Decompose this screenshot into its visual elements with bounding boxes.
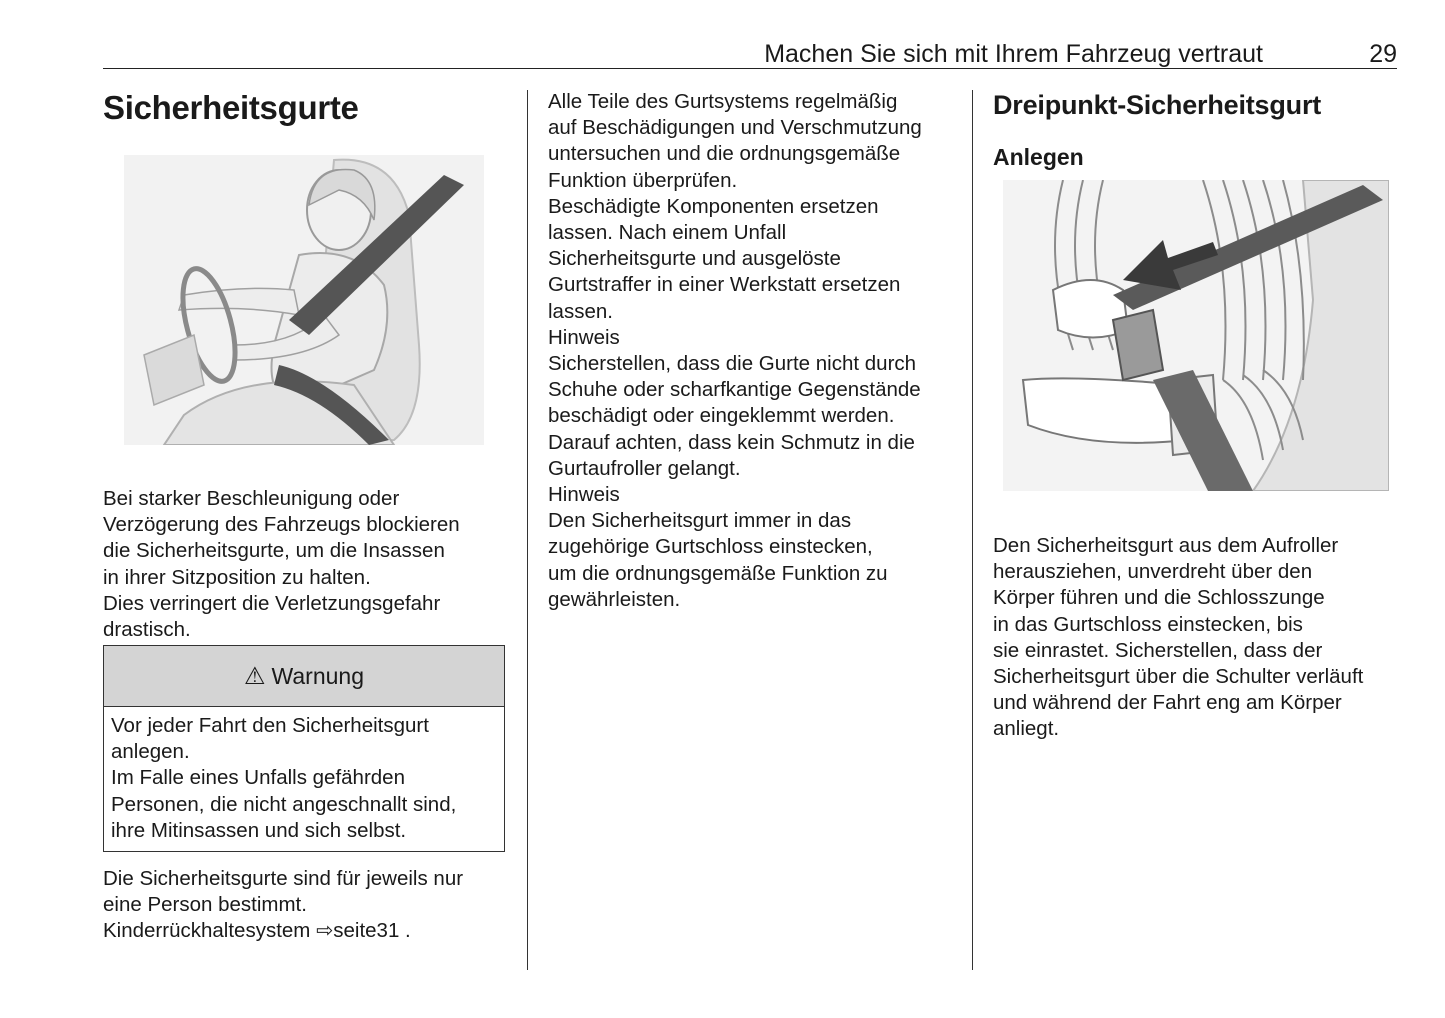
- paragraph-fasten: [993, 533, 1393, 743]
- text-line: in das Gurtschloss einstecken, bis: [993, 612, 1303, 636]
- text-line: um die ordnungsgemäße Funktion zu: [548, 561, 888, 585]
- text-line: lassen. Nach einem Unfall: [548, 221, 787, 245]
- text-line: und während der Fahrt eng am Körper: [993, 691, 1342, 715]
- xref-arrow-icon: ⇨: [316, 919, 334, 943]
- text-line: Personen, die nicht angeschnallt sind,: [111, 792, 457, 816]
- column-2: [548, 89, 958, 613]
- warning-title: Warnung: [271, 662, 364, 689]
- paragraph-intro: [103, 486, 507, 643]
- note-label: Hinweis: [548, 325, 620, 349]
- text-line: herausziehen, unverdreht über den: [993, 560, 1313, 584]
- text-line: sie einrastet. Sicherstellen, dass der: [993, 638, 1323, 662]
- text-line: Verzögerung des Fahrzeugs blockieren: [103, 513, 460, 537]
- text-line: Körper führen und die Schlosszunge: [993, 586, 1325, 610]
- text-line: Darauf achten, dass kein Schmutz in die: [548, 430, 915, 454]
- text-line: Den Sicherheitsgurt immer in das: [548, 509, 852, 533]
- text-line: anliegt.: [993, 717, 1060, 741]
- text-line: Sicherheitsgurt über die Schulter verläuft: [993, 665, 1364, 689]
- text-line: auf Beschädigungen und Verschmutzung: [548, 116, 922, 140]
- warning-body: [104, 707, 504, 850]
- column-divider-1: [527, 90, 528, 970]
- note-label: Hinweis: [548, 483, 620, 507]
- paragraph-person: [103, 866, 507, 945]
- column-divider-2: [972, 90, 973, 970]
- text-line: Alle Teile des Gurtsystems regelmäßig: [548, 90, 898, 113]
- text-line: untersuchen und die ordnungsgemäße: [548, 142, 901, 166]
- text-line: ihre Mitinsassen und sich selbst.: [111, 818, 407, 842]
- page-number: 29: [1369, 40, 1397, 68]
- text-line: die Sicherheitsgurte, um die Insassen: [103, 539, 445, 563]
- text-line: Die Sicherheitsgurte sind für jeweils nur: [103, 867, 464, 890]
- text-line: Bei starker Beschleunigung oder: [103, 487, 400, 510]
- text-line: Dies verringert die Verletzungsgefahr: [103, 591, 441, 615]
- text-line: drastisch.: [103, 618, 191, 642]
- text-line: Sicherheitsgurte und ausgelöste: [548, 247, 841, 271]
- text-line: gewährleisten.: [548, 587, 681, 611]
- text-line: lassen.: [548, 299, 613, 323]
- column-3: [993, 88, 1393, 172]
- text-line: Funktion überprüfen.: [548, 168, 738, 192]
- page-header: [103, 38, 1397, 69]
- text-line: zugehörige Gurtschloss einstecken,: [548, 535, 873, 559]
- warning-header: [104, 646, 504, 707]
- subheading: Anlegen: [993, 144, 1084, 170]
- text-line: Vor jeder Fahrt den Sicherheitsgurt: [111, 714, 429, 737]
- figure-fastening-belt: [1003, 180, 1389, 491]
- text-line: Schuhe oder scharfkantige Gegenstände: [548, 378, 921, 402]
- text-line: Im Falle eines Unfalls gefährden: [111, 766, 405, 790]
- column-1: [103, 88, 507, 128]
- warning-triangle-icon: ⚠: [244, 662, 266, 690]
- text-line: Sicherstellen, dass die Gurte nicht durch: [548, 352, 917, 376]
- text-line: Gurtaufroller gelangt.: [548, 456, 741, 480]
- section-heading: Sicherheitsgurte: [103, 89, 359, 126]
- text-line: Den Sicherheitsgurt aus dem Aufroller: [993, 534, 1339, 557]
- text-line: Gurtstraffer in einer Werkstatt ersetzen: [548, 273, 901, 297]
- section-heading: Dreipunkt-Sicherheitsgurt: [993, 90, 1322, 120]
- cross-reference: Kinderrückhaltesystem ⇨seite31 .: [103, 919, 411, 943]
- header-title: Machen Sie sich mit Ihrem Fahrzeug vertraut: [764, 40, 1263, 68]
- warning-box: [103, 645, 505, 852]
- xref-link[interactable]: seite31: [333, 919, 400, 943]
- text-line: in ihrer Sitzposition zu halten.: [103, 565, 371, 589]
- text-line: beschädigt oder eingeklemmt werden.: [548, 404, 895, 428]
- text-line: eine Person bestimmt.: [103, 893, 307, 917]
- text-line: Beschädigte Komponenten ersetzen: [548, 194, 879, 218]
- text-line: anlegen.: [111, 740, 190, 764]
- figure-woman-seatbelt: [124, 155, 484, 445]
